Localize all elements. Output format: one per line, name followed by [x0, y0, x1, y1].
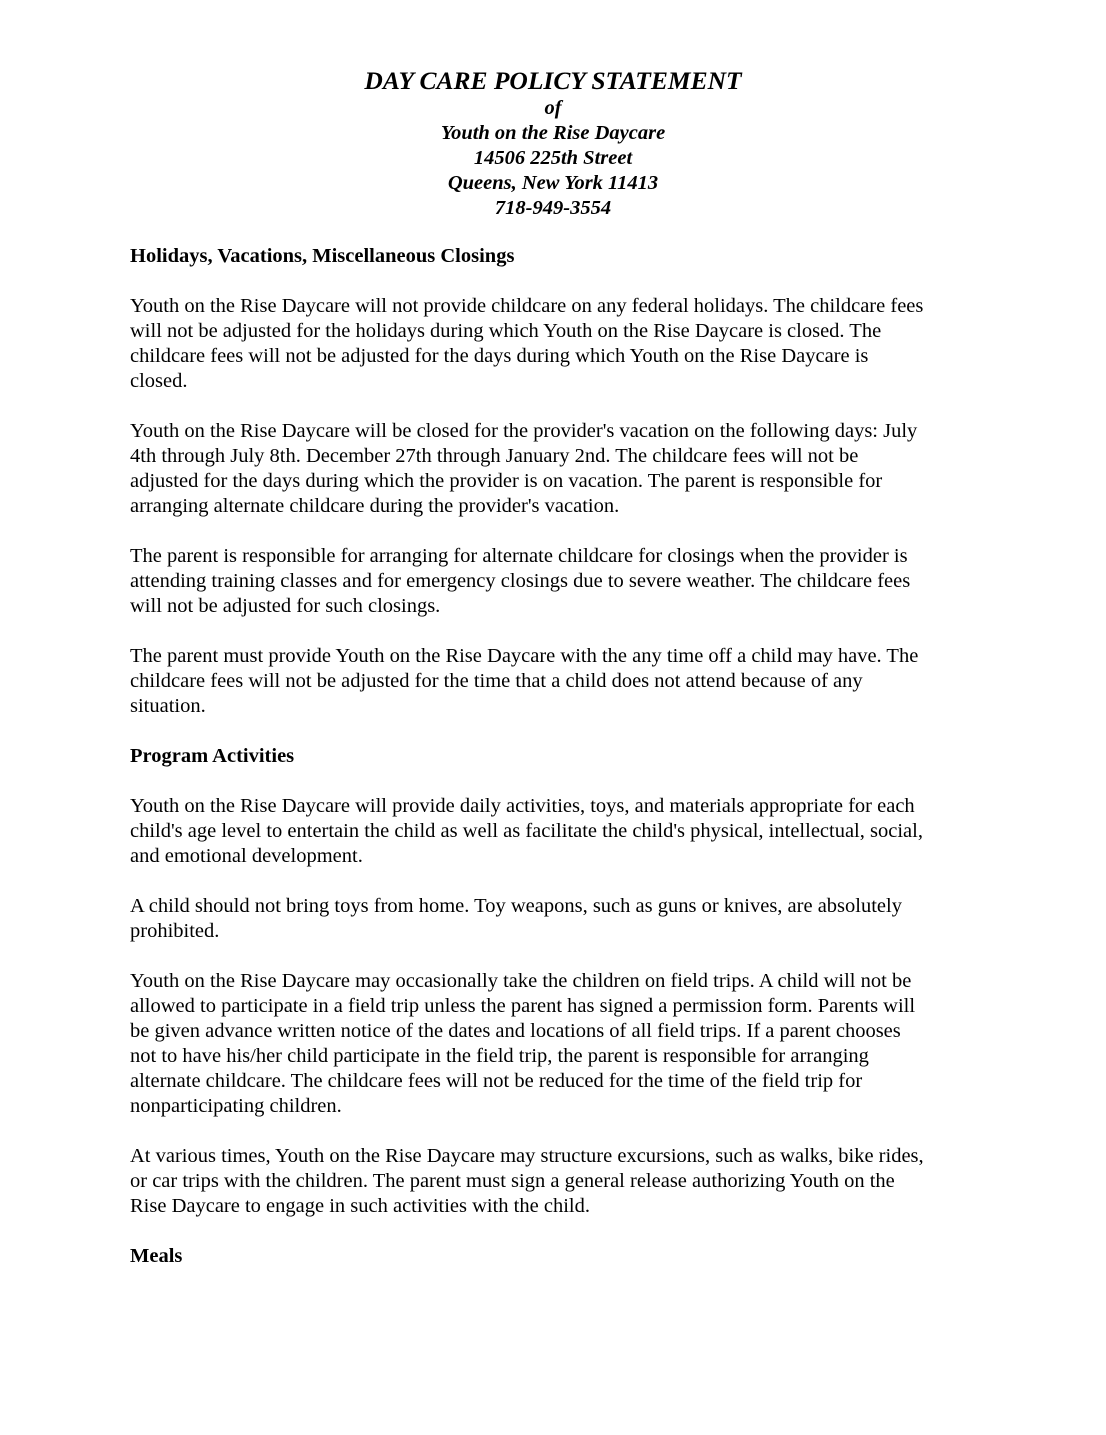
text-line: Youth on the Rise Daycare will provide daily activities, toys, and materials appropriate for each	[130, 795, 915, 817]
text-line: be given advance written notice of the dates and locations of all field trips. If a parent chooses	[130, 1020, 901, 1042]
text-line: or car trips with the children. The parent must sign a general release authorizing Youth on the	[130, 1170, 895, 1192]
text-line: alternate childcare. The childcare fees will not be reduced for the time of the field trip for	[130, 1070, 863, 1092]
text-line: arranging alternate childcare during the provider's vacation.	[130, 495, 620, 517]
text-line: child's age level to entertain the child as well as facilitate the child's physical, intellectual, social,	[130, 820, 923, 842]
phone-number: 718-949-3554	[494, 197, 612, 219]
section-heading-holidays: Holidays, Vacations, Miscellaneous Closings	[130, 245, 515, 267]
document-title: DAY CARE POLICY STATEMENT	[364, 66, 742, 95]
text-line: 4th through July 8th. December 27th through January 2nd. The childcare fees will not be	[130, 445, 859, 467]
text-line: Rise Daycare to engage in such activities with the child.	[130, 1195, 590, 1217]
text-line: At various times, Youth on the Rise Daycare may structure excursions, such as walks, bike rides,	[130, 1145, 924, 1167]
holidays-paragraph-1	[130, 294, 980, 394]
holidays-paragraph-4	[130, 644, 980, 719]
text-line: childcare fees will not be adjusted for the time that a child does not attend because of any	[130, 670, 863, 692]
street-address: 14506 225th Street	[473, 147, 633, 169]
program-paragraph-1	[130, 794, 980, 869]
text-line: and emotional development.	[130, 845, 363, 867]
city-state-zip: Queens, New York 11413	[447, 172, 659, 194]
text-line: A child should not bring toys from home. Toy weapons, such as guns or knives, are absolutely	[130, 895, 902, 917]
section-heading-program-activities: Program Activities	[130, 745, 295, 767]
program-paragraph-3	[130, 969, 980, 1119]
program-paragraph-4	[130, 1144, 980, 1219]
header-of: of	[544, 97, 562, 119]
section-heading-meals: Meals	[130, 1245, 183, 1267]
text-line: closed.	[130, 370, 188, 392]
program-paragraph-2	[130, 894, 980, 944]
text-line: Youth on the Rise Daycare may occasionally take the children on field trips. A child will not be	[130, 970, 912, 992]
text-line: prohibited.	[130, 920, 220, 942]
text-line: adjusted for the days during which the provider is on vacation. The parent is responsible for	[130, 470, 883, 492]
text-line: nonparticipating children.	[130, 1095, 342, 1117]
text-line: situation.	[130, 695, 206, 717]
document-body	[130, 244, 980, 1294]
document-header	[0, 66, 1106, 221]
text-line: childcare fees will not be adjusted for the days during which Youth on the Rise Daycare is	[130, 345, 869, 367]
text-line: The parent is responsible for arranging for alternate childcare for closings when the provider is	[130, 545, 908, 567]
text-line: will not be adjusted for the holidays during which Youth on the Rise Daycare is closed. The	[130, 320, 882, 342]
holidays-paragraph-3	[130, 544, 980, 619]
holidays-paragraph-2	[130, 419, 980, 519]
text-line: allowed to participate in a field trip unless the parent has signed a permission form. Parents will	[130, 995, 916, 1017]
text-line: attending training classes and for emergency closings due to severe weather. The childcare fees	[130, 570, 911, 592]
text-line: will not be adjusted for such closings.	[130, 595, 441, 617]
daycare-name: Youth on the Rise Daycare	[440, 122, 666, 144]
text-line: Youth on the Rise Daycare will not provide childcare on any federal holidays. The childcare fees	[130, 295, 924, 317]
text-line: Youth on the Rise Daycare will be closed for the provider's vacation on the following days: July	[130, 420, 918, 442]
text-line: not to have his/her child participate in the field trip, the parent is responsible for arranging	[130, 1045, 869, 1067]
text-line: The parent must provide Youth on the Rise Daycare with the any time off a child may have. The	[130, 645, 919, 667]
